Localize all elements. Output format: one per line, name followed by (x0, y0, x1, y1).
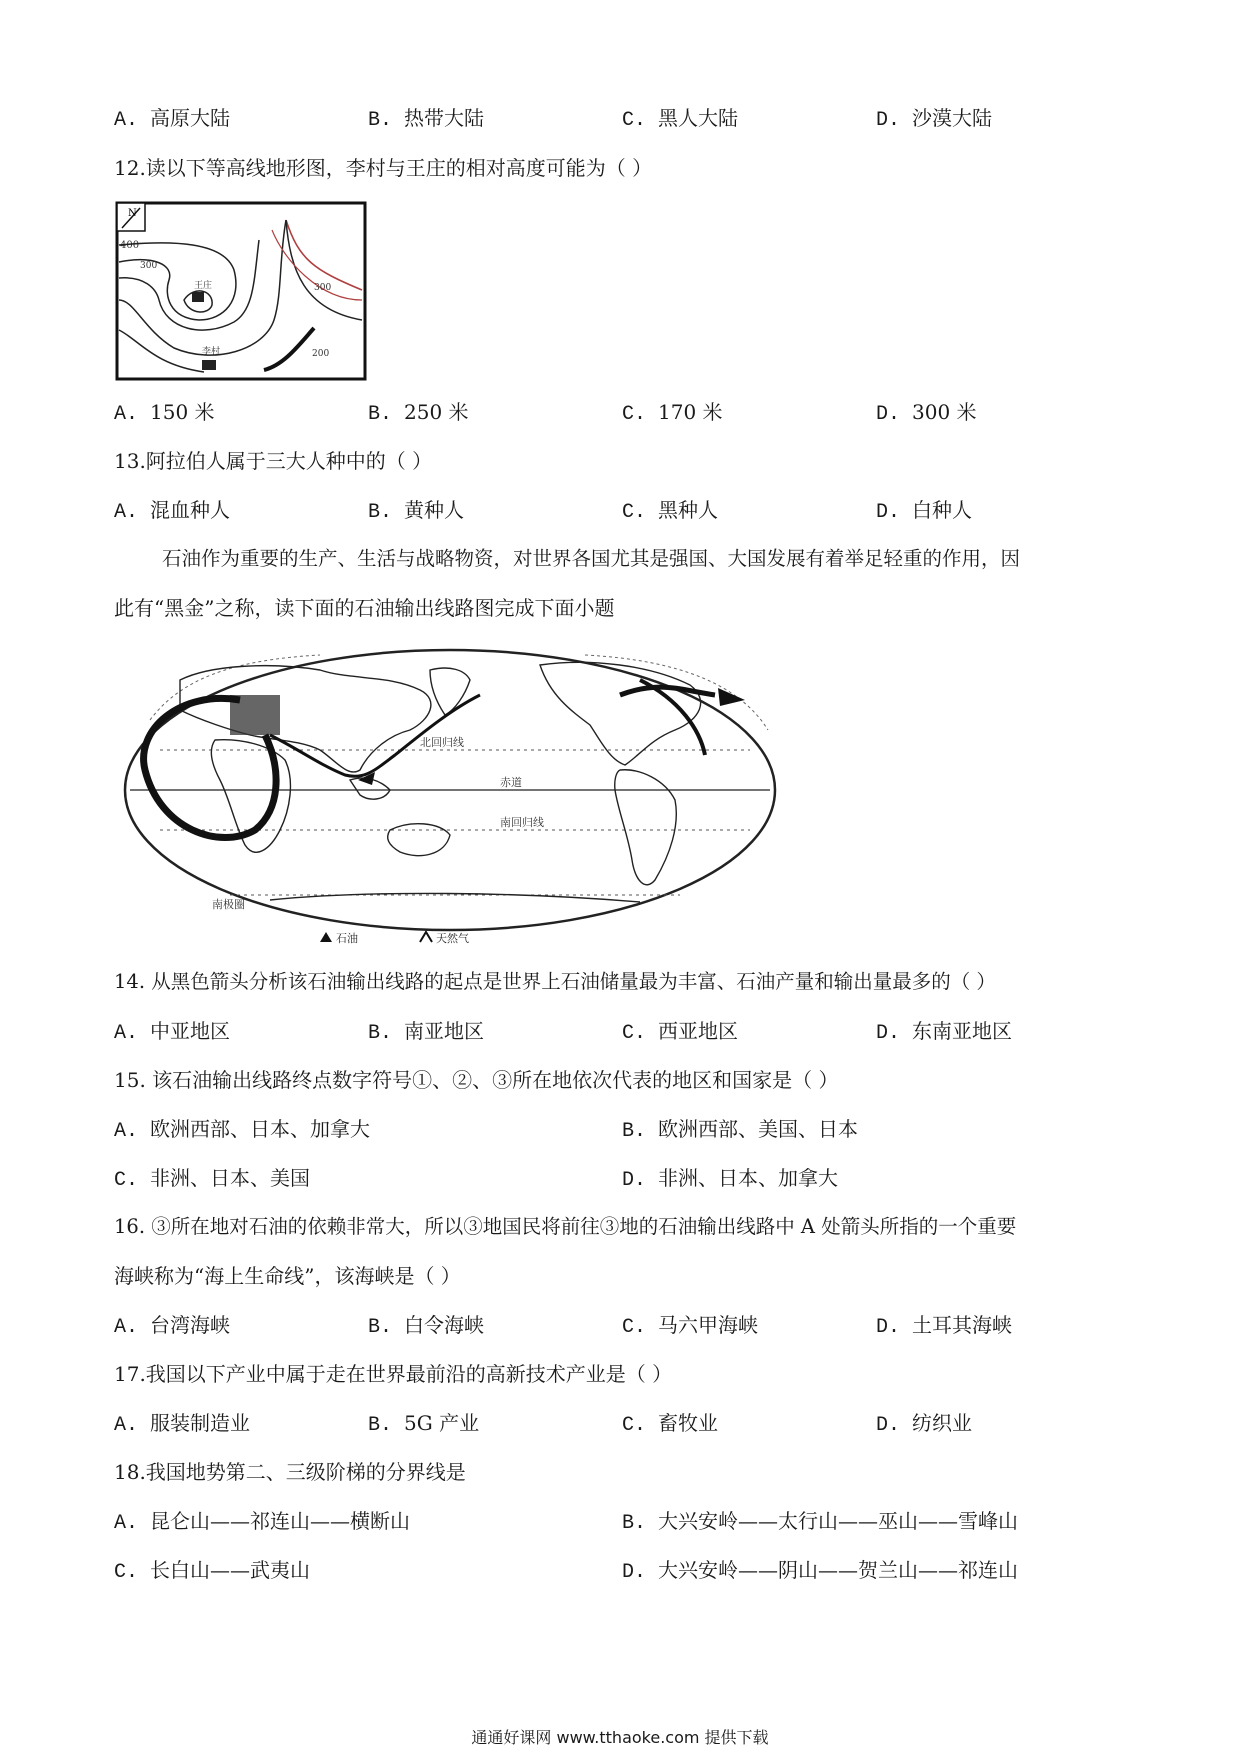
q14-option-d: D. 东南亚地区 (876, 1019, 1013, 1045)
q17-stem: 17.我国以下产业中属于走在世界最前沿的高新技术产业是（ ） (114, 1362, 673, 1386)
q17-options (0, 1413, 1240, 1437)
q15-stem: 15. 该石油输出线路终点数字符号①、②、③所在地依次代表的地区和国家是（ ） (114, 1068, 839, 1092)
q15-options-row1 (0, 1119, 1240, 1143)
q11-option-a: A. 高原大陆 (114, 106, 231, 132)
north-arrow-box (117, 203, 145, 231)
contour-map-figure (114, 200, 368, 382)
legend-oil-label: 石油 (336, 932, 358, 945)
q14-option-c: C. 西亚地区 (622, 1019, 739, 1045)
q17-option-b: B. 5G 产业 (368, 1411, 480, 1437)
q16-stem-line-2: 海峡称为“海上生命线”，该海峡是（ ） (114, 1264, 461, 1288)
q18-option-a: A. 昆仑山——祁连山——横断山 (114, 1509, 411, 1535)
contour-label-300a: 300 (140, 261, 158, 271)
q12-option-a: A. 150 米 (114, 400, 215, 426)
q16-option-b: B. 白令海峡 (368, 1313, 485, 1339)
q16-option-c: C. 马六甲海峡 (622, 1313, 759, 1339)
tropic-south-label: 南回归线 (500, 816, 544, 829)
q15-option-c: C. 非洲、日本、美国 (114, 1166, 311, 1192)
q18-stem: 18.我国地势第二、三级阶梯的分界线是 (114, 1460, 466, 1484)
q18-option-c: C. 长白山——武夷山 (114, 1558, 311, 1584)
q12-stem: 12.读以下等高线地形图，李村与王庄的相对高度可能为（ ） (114, 156, 653, 180)
q16-options (0, 1315, 1240, 1339)
contour-label-300b: 300 (314, 283, 332, 293)
q11-option-d: D. 沙漠大陆 (876, 106, 993, 132)
q11-option-c: C. 黑人大陆 (622, 106, 739, 132)
oil-route-world-map (120, 640, 786, 950)
q14-stem: 14. 从黑色箭头分析该石油输出线路的起点是世界上石油储量最为丰富、石油产量和输出量最多的（ ） (114, 970, 996, 993)
page-footer: 通通好课网 www.tthaoke.com 提供下载 (471, 1728, 769, 1747)
wangzhuang-label: 王庄 (194, 281, 213, 291)
q16-option-d: D. 土耳其海峡 (876, 1313, 1013, 1339)
tropic-north-label: 北回归线 (420, 736, 464, 749)
q16-stem-line-1: 16. ③所在地对石油的依赖非常大，所以③地国民将前往③地的石油输出线路中 A 处箭头所指的一个重要 (114, 1215, 1017, 1238)
antarctic-circle-label: 南极圈 (212, 898, 245, 911)
q11-option-b: B. 热带大陆 (368, 106, 485, 132)
contour-label-200: 200 (312, 349, 330, 359)
q15-option-d: D. 非洲、日本、加拿大 (622, 1166, 839, 1192)
passage-line-1: 石油作为重要的生产、生活与战略物资，对世界各国尤其是强国、大国发展有着举足轻重的作用，因 (162, 547, 1021, 570)
arrow-head-east (718, 688, 745, 706)
q13-option-b: B. 黄种人 (368, 498, 465, 524)
q18-options-row1 (0, 1511, 1240, 1535)
passage-line-2: 此有“黑金”之称，读下面的石油输出线路图完成下面小题 (114, 596, 615, 620)
q12-option-b: B. 250 米 (368, 400, 469, 426)
q13-option-d: D. 白种人 (876, 498, 973, 524)
equator-label: 赤道 (500, 776, 522, 789)
q17-option-c: C. 畜牧业 (622, 1411, 719, 1437)
licun-marker (202, 360, 216, 370)
q17-option-d: D. 纺织业 (876, 1411, 973, 1437)
q14-option-b: B. 南亚地区 (368, 1019, 485, 1045)
q16-option-a: A. 台湾海峡 (114, 1313, 231, 1339)
north-label: N (128, 208, 137, 219)
q18-option-d: D. 大兴安岭——阴山——贺兰山——祁连山 (622, 1558, 1019, 1584)
legend-gas-label: 天然气 (436, 932, 469, 945)
q13-options (0, 500, 1240, 524)
q12-option-d: D. 300 米 (876, 400, 977, 426)
q18-option-b: B. 大兴安岭——太行山——巫山——雪峰山 (622, 1509, 1019, 1535)
q18-options-row2 (0, 1560, 1240, 1584)
q15-options-row2 (0, 1168, 1240, 1192)
q15-option-a: A. 欧洲西部、日本、加拿大 (114, 1117, 371, 1143)
wangzhuang-marker (192, 292, 204, 302)
q17-option-a: A. 服装制造业 (114, 1411, 251, 1437)
q13-option-a: A. 混血种人 (114, 498, 231, 524)
q12-options (0, 402, 1240, 426)
licun-label: 李村 (202, 347, 221, 357)
q14-option-a: A. 中亚地区 (114, 1019, 231, 1045)
q15-option-b: B. 欧洲西部、美国、日本 (622, 1117, 859, 1143)
contour-label-400: 400 (120, 240, 140, 251)
q13-stem: 13.阿拉伯人属于三大人种中的（ ） (114, 449, 433, 473)
q12-option-c: C. 170 米 (622, 400, 723, 426)
map-legend (320, 931, 469, 945)
q14-options (0, 1021, 1240, 1045)
q13-option-c: C. 黑种人 (622, 498, 719, 524)
q11-options (0, 108, 1240, 132)
